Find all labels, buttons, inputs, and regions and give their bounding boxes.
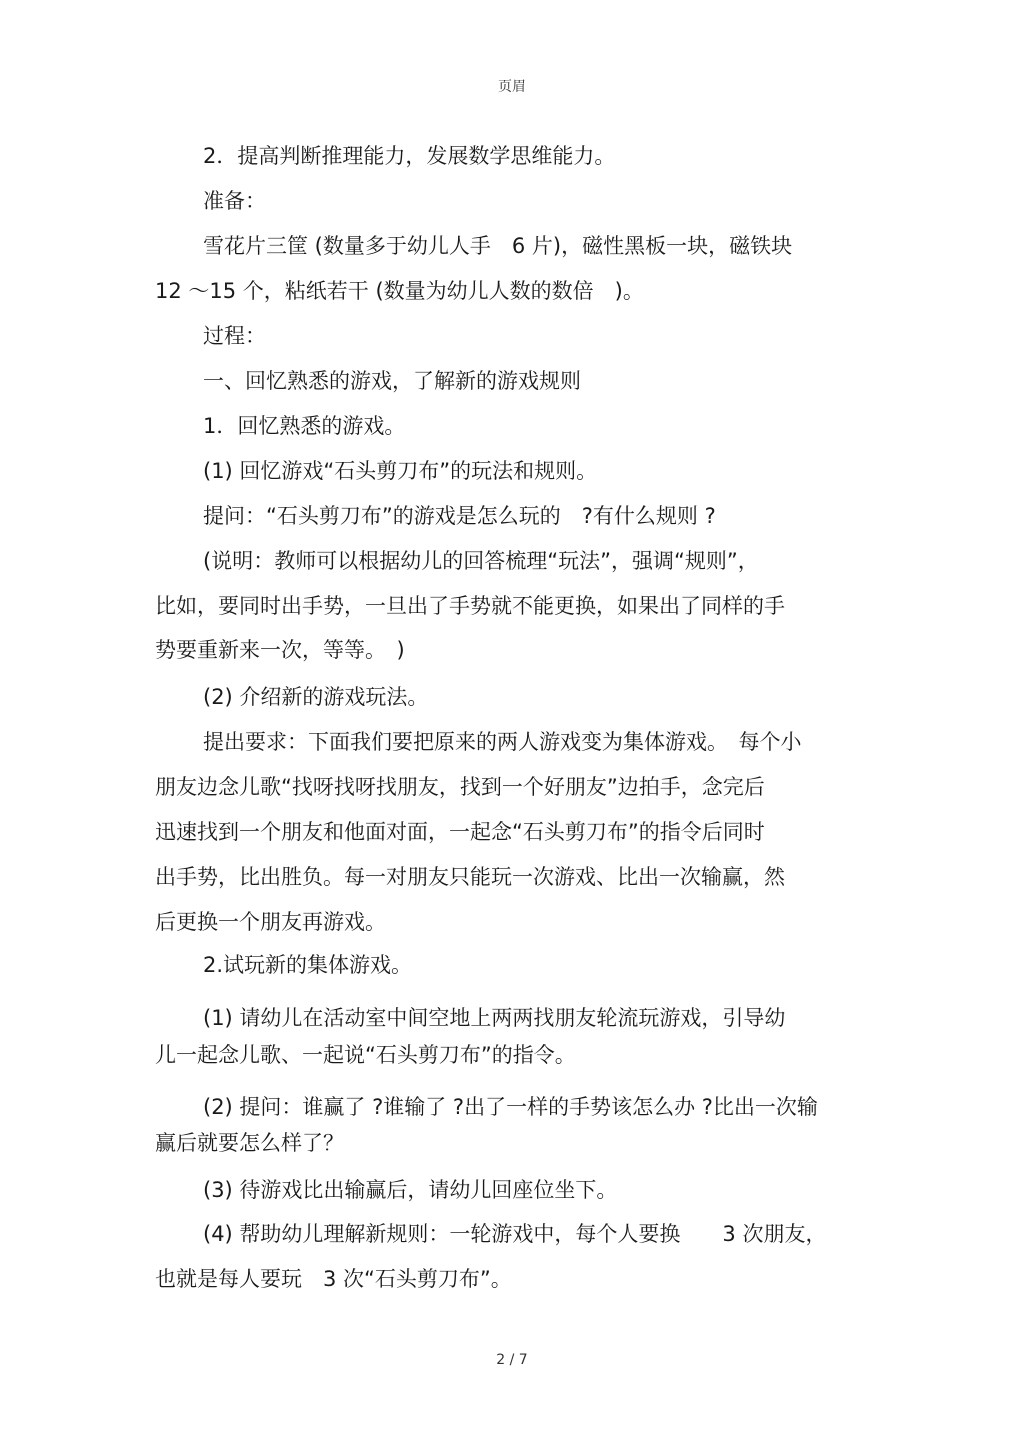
text-line: 迅速找到一个朋友和他面对面，一起念“石头剪刀布”的指令后同时	[155, 820, 765, 844]
text-line: 雪花片三筐 (数量多于幼儿人手 6 片)，磁性黑板一块，磁铁块	[203, 234, 793, 258]
text-line: 势要重新来一次，等等。 )	[155, 638, 405, 662]
text-line: (1) 请幼儿在活动室中间空地上两两找朋友轮流玩游戏，引导幼	[203, 1006, 786, 1030]
text-line: 朋友边念儿歌“找呀找呀找朋友，找到一个好朋友”边拍手，念完后	[155, 775, 765, 799]
text-line: 后更换一个朋友再游戏。	[155, 910, 386, 934]
text-line: (3) 待游戏比出输赢后，请幼儿回座位坐下。	[203, 1178, 618, 1202]
text-line: 比如，要同时出手势，一旦出了手势就不能更换，如果出了同样的手	[155, 594, 785, 618]
text-line: 2.试玩新的集体游戏。	[203, 953, 413, 977]
text-line: (1) 回忆游戏“石头剪刀布”的玩法和规则。	[203, 459, 598, 483]
text-line: 1．回忆熟悉的游戏。	[203, 414, 406, 438]
page-header: 页眉	[498, 79, 526, 95]
text-line: 出手势，比出胜负。每一对朋友只能玩一次游戏、比出一次输赢，然	[155, 865, 785, 889]
text-line: 提问：“石头剪刀布”的游戏是怎么玩的 ?有什么规则 ?	[203, 504, 716, 528]
text-line: (2) 介绍新的游戏玩法。	[203, 685, 429, 709]
text-line: (4) 帮助幼儿理解新规则：一轮游戏中，每个人要换 3 次朋友，	[203, 1222, 827, 1246]
text-line: 2．提高判断推理能力，发展数学思维能力。	[203, 144, 616, 168]
text-line: 也就是每人要玩 3 次“石头剪刀布”。	[155, 1267, 512, 1291]
page-number: 2 / 7	[496, 1352, 528, 1368]
text-line: 12 ～15 个，粘纸若干 (数量为幼儿人数的数倍 )。	[155, 279, 644, 303]
text-line: 儿一起念儿歌、一起说“石头剪刀布”的指令。	[155, 1043, 576, 1067]
text-line: 赢后就要怎么样了？	[155, 1131, 344, 1155]
text-line: (2) 提问：谁赢了 ?谁输了 ?出了一样的手势该怎么办 ?比出一次输	[203, 1095, 818, 1119]
text-line: 过程：	[203, 324, 266, 348]
text-line: 提出要求：下面我们要把原来的两人游戏变为集体游戏。 每个小	[203, 730, 802, 754]
text-line: 准备：	[203, 189, 266, 213]
text-line: 一、回忆熟悉的游戏，了解新的游戏规则	[203, 369, 581, 393]
text-line: (说明：教师可以根据幼儿的回答梳理“玩法”，强调“规则”，	[203, 549, 759, 573]
